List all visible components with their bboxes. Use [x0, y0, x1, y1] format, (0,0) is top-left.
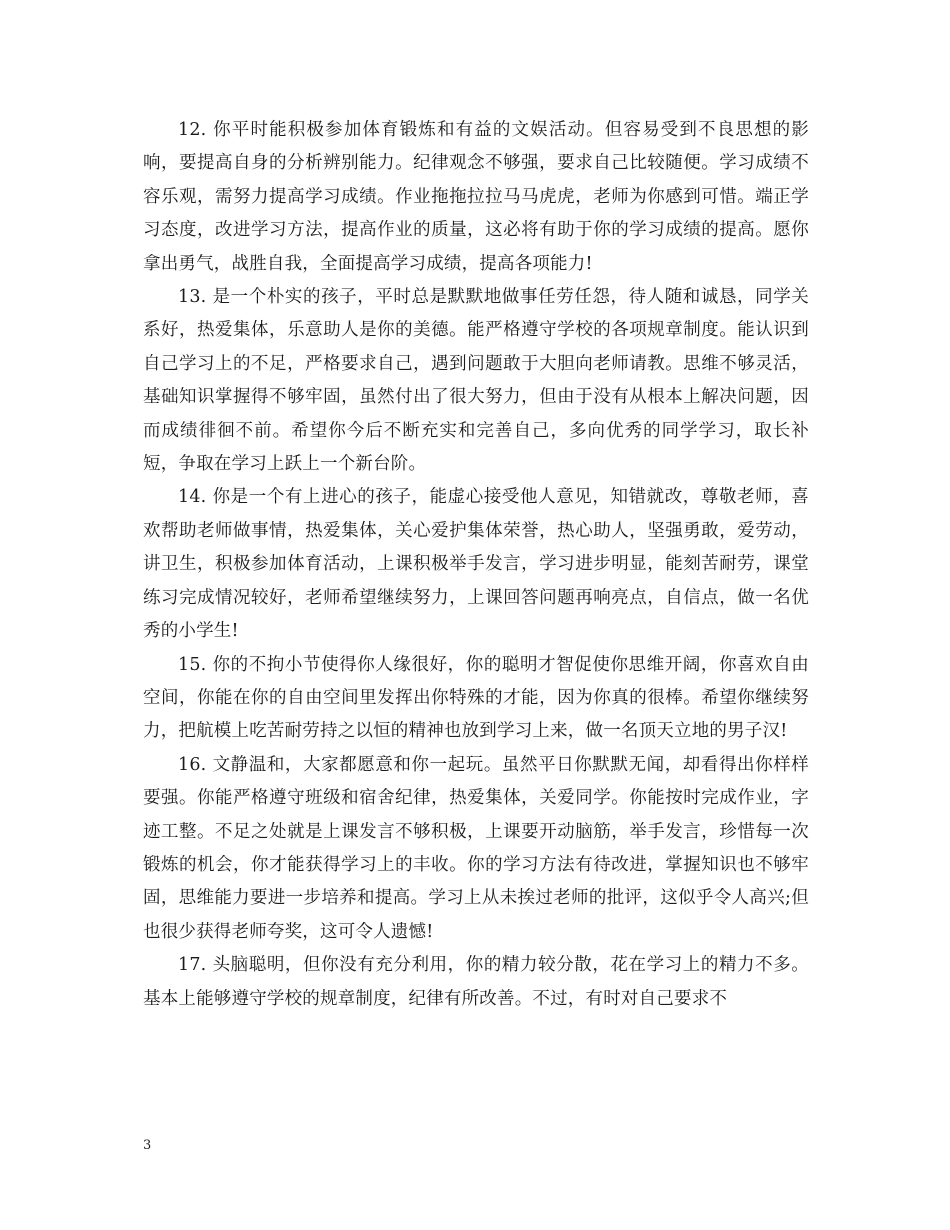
comment-paragraph-14: 14. 你是一个有上进心的孩子，能虚心接受他人意见，知错就改，尊敬老师，喜欢帮助老师做事情，热爱集体，关心爱护集体荣誉，热心助人，坚强勇敢，爱劳动，讲卫生，积极参加体育活动，上课积极举手发言，学习进步明显，能刻苦耐劳，课堂练习完成情况较好，老师希望继续努力，上课回答问题再响亮点，自信点，做一名优秀的小学生!: [143, 487, 809, 642]
comment-paragraph-17: 17. 头脑聪明，但你没有充分利用，你的精力较分散，花在学习上的精力不多。基本上能够遵守学校的规章制度，纪律有所改善。不过，有时对自己要求不: [143, 955, 809, 1009]
comment-paragraph-16: 16. 文静温和，大家都愿意和你一起玩。虽然平日你默默无闻，却看得出你样样要强。你能严格遵守班级和宿舍纪律，热爱集体，关爱同学。你能按时完成作业，字迹工整。不足之处就是上课发言不够积极，上课要开动脑筋，举手发言，珍惜每一次锻炼的机会，你才能获得学习上的丰收。你的学习方法有待改进，掌握知识也不够牢固，思维能力要进一步培养和提高。学习上从未挨过老师的批评，这似乎令人高兴;但也很少获得老师夸奖，这可令人遗憾!: [143, 754, 809, 942]
comment-paragraph-12: 12. 你平时能积极参加体育锻炼和有益的文娱活动。但容易受到不良思想的影响，要提高自身的分析辨别能力。纪律观念不够强，要求自己比较随便。学习成绩不容乐观，需努力提高学习成绩。作业拖拖拉拉马马虎虎，老师为你感到可惜。端正学习态度，改进学习方法，提高作业的质量，这必将有助于你的学习成绩的提高。愿你拿出勇气，战胜自我，全面提高学习成绩，提高各项能力!: [143, 120, 809, 274]
comment-paragraph-15: 15. 你的不拘小节使得你人缘很好，你的聪明才智促使你思维开阔，你喜欢自由空间，你能在你的自由空间里发挥出你特殊的才能，因为你真的很棒。希望你继续努力，把航模上吃苦耐劳持之以恒的精神也放到学习上来，做一名顶天立地的男子汉!: [143, 654, 809, 742]
comment-paragraph-13: 13. 是一个朴实的孩子，平时总是默默地做事任劳任怨，待人随和诚恳，同学关系好，热爱集体，乐意助人是你的美德。能严格遵守学校的各项规章制度。能认识到自己学习上的不足，严格要求自己，遇到问题敢于大胆向老师请教。思维不够灵活，基础知识掌握得不够牢固，虽然付出了很大努力，但由于没有从根本上解决问题，因而成绩徘徊不前。希望你今后不断充实和完善自己，多向优秀的同学学习，取长补短，争取在学习上跃上一个新台阶。: [143, 287, 809, 475]
document-body: [143, 114, 809, 1016]
page-number: 3: [143, 1138, 152, 1153]
